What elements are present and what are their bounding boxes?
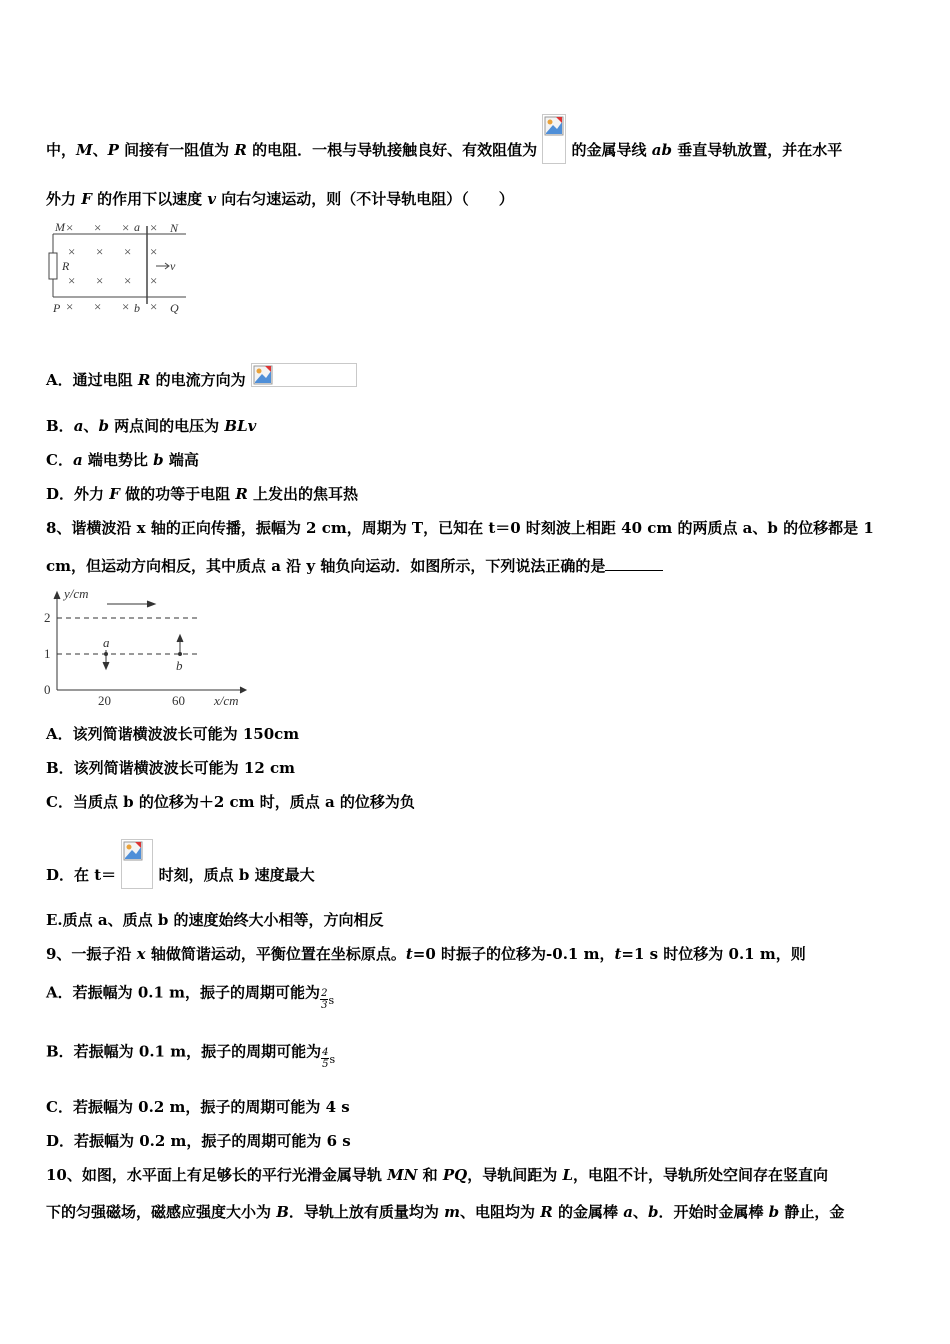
field-cross: × <box>150 244 158 259</box>
field-cross: × <box>66 299 74 314</box>
label-v: v <box>170 259 176 273</box>
field-cross: × <box>150 299 158 314</box>
rail-circuit-figure <box>46 218 191 318</box>
fraction: $\frac{4}{5}$ <box>322 1047 329 1070</box>
field-cross: × <box>150 220 158 235</box>
field-cross: × <box>68 273 76 288</box>
field-cross: × <box>66 220 74 235</box>
wave-graph-figure <box>40 586 255 708</box>
q7-option-c: C．a 端电势比 b 端高 <box>46 451 199 469</box>
label-b: b <box>134 301 140 315</box>
label-R: R <box>62 259 70 273</box>
field-cross: × <box>122 220 130 235</box>
field-cross: × <box>150 273 158 288</box>
q8-option-d: D．在 t＝ 时刻，质点 b 速度最大 <box>46 851 315 901</box>
label-a: a <box>134 220 140 234</box>
q7-line1: 中，M、P 间接有一阻值为 R 的电阻．一根与导轨接触良好、有效阻值为 的金属导线 ab 垂直导轨放置，并在水平 <box>46 126 842 176</box>
q8-option-b: B．该列简谐横波波长可能为 12 cm <box>46 759 296 777</box>
x-tick-60: 60 <box>172 693 185 708</box>
q10-line2: 下的匀强磁场，磁感应强度大小为 B．导轨上放有质量均为 m、电阻均为 R 的金属棒 a、b．开始时金属棒 b 静止，金 <box>46 1203 845 1221</box>
field-cross: × <box>124 273 132 288</box>
y-tick-1: 1 <box>44 646 51 661</box>
q7-line2: 外力 F 的作用下以速度 v 向右匀速运动，则（不计导轨电阻）（ ） <box>46 190 514 208</box>
answer-blank <box>605 556 663 571</box>
q7-option-b: B．a、b 两点间的电压为 BLv <box>46 417 257 435</box>
broken-image-icon <box>251 363 357 387</box>
q8-option-e: E.质点 a、质点 b 的速度始终大小相等，方向相反 <box>46 911 384 929</box>
field-cross: × <box>122 299 130 314</box>
y-axis-label: y/cm <box>64 586 89 601</box>
field-cross: × <box>94 220 102 235</box>
field-cross: × <box>124 244 132 259</box>
q7-option-d: D．外力 F 做的功等于电阻 R 上发出的焦耳热 <box>46 485 359 503</box>
label-N: N <box>170 221 179 235</box>
x-axis-label: x/cm <box>214 693 239 708</box>
x-tick-20: 20 <box>98 693 111 708</box>
q7-option-a: A．通过电阻 R 的电流方向为 <box>46 369 357 393</box>
field-cross: × <box>96 273 104 288</box>
q8-option-c: C．当质点 b 的位移为＋2 cm 时，质点 a 的位移为负 <box>46 793 415 811</box>
q10-line1: 10、如图，水平面上有足够长的平行光滑金属导轨 MN 和 PQ，导轨间距为 L，电阻不计，导轨所处空间存在竖直向 <box>46 1166 829 1184</box>
broken-image-icon <box>121 839 153 889</box>
label-M: M <box>55 220 65 234</box>
q9-option-c: C．若振幅为 0.2 m，振子的周期可能为 4 s <box>46 1098 350 1116</box>
q8-option-a: A．该列简谐横波波长可能为 150cm <box>46 725 300 743</box>
y-tick-2: 2 <box>44 610 51 625</box>
point-b-label: b <box>176 658 183 673</box>
label-Q: Q <box>170 301 179 315</box>
y-tick-0: 0 <box>44 682 51 697</box>
q8-stem-line2: cm，但运动方向相反，其中质点 a 沿 y 轴负向运动．如图所示，下列说法正确的是 <box>46 556 663 576</box>
q9-option-b: B．若振幅为 0.1 m，振子的周期可能为 $\frac{4}{5}$ $_s$ <box>46 1042 336 1070</box>
broken-image-icon <box>542 114 566 164</box>
q9-stem: 9、一振子沿 x 轴做简谐运动，平衡位置在坐标原点。t=0 时振子的位移为-0.1 m，t=1 s 时位移为 0.1 m，则 <box>46 945 806 963</box>
field-cross: × <box>94 299 102 314</box>
label-P: P <box>53 301 61 315</box>
q9-option-a: A．若振幅为 0.1 m，振子的周期可能为 $\frac{2}{3}$ $_s$ <box>46 983 335 1011</box>
q8-stem-line1: 8、谐横波沿 x 轴的正向传播，振幅为 2 cm，周期为 T，已知在 t＝0 时刻波上相距 40 cm 的两质点 a、b 的位移都是 1 <box>46 519 874 537</box>
fraction: $\frac{2}{3}$ <box>321 988 328 1011</box>
field-cross: × <box>68 244 76 259</box>
q9-option-d: D．若振幅为 0.2 m，振子的周期可能为 6 s <box>46 1132 351 1150</box>
point-a-label: a <box>103 635 110 650</box>
field-cross: × <box>96 244 104 259</box>
